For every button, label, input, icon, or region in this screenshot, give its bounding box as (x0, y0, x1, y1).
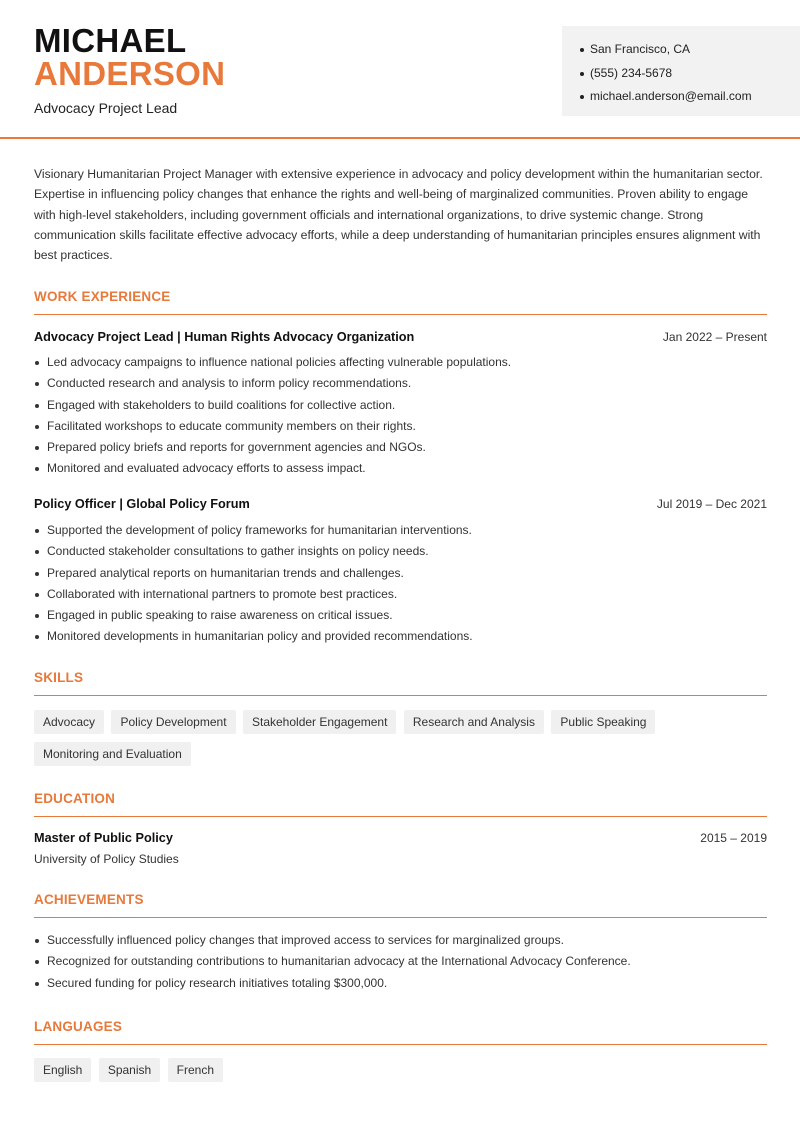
education-date: 2015 – 2019 (700, 831, 767, 845)
divider (34, 695, 767, 696)
contact-location: San Francisco, CA (580, 38, 800, 62)
education-header (34, 831, 767, 845)
contact-list (562, 26, 800, 109)
skill-tag: Public Speaking (551, 710, 655, 734)
section-title-education: EDUCATION (34, 791, 116, 806)
list-item: Engaged in public speaking to raise awareness on critical issues. (34, 605, 767, 626)
achievements-list (34, 930, 767, 994)
job-bullets (34, 520, 767, 648)
list-item: Recognized for outstanding contributions to humanitarian advocacy at the International Advocacy Conference. (34, 951, 767, 972)
section-title-languages: LANGUAGES (34, 1019, 123, 1034)
last-name: ANDERSON (34, 55, 226, 92)
skill-tag: Policy Development (111, 710, 235, 734)
list-item: Monitored and evaluated advocacy efforts to assess impact. (34, 458, 767, 479)
skill-tag: Research and Analysis (404, 710, 544, 734)
list-item: Collaborated with international partners to promote best practices. (34, 584, 767, 605)
list-item: Led advocacy campaigns to influence national policies affecting vulnerable populations. (34, 352, 767, 373)
contact-email[interactable]: michael.anderson@email.com (580, 85, 800, 109)
job-title: Policy Officer | Global Policy Forum (34, 497, 250, 511)
job-bullets (34, 352, 767, 480)
summary-paragraph: Visionary Humanitarian Project Manager with extensive experience in advocacy and policy development within the humanitarian sector. Expertise in influencing policy changes that enhance the rights and well-being of marginalized communities. Proven ability to engage with high-level stakeholders, including government officials and international organizations, to drive systemic change. Strong communication skills facilitate effective advocacy efforts, while a deep understanding of humanitarian principles ensures alignment with best practices. (34, 167, 763, 263)
list-item: Prepared analytical reports on humanitarian trends and challenges. (34, 563, 767, 584)
divider (34, 816, 767, 817)
divider (34, 1044, 767, 1045)
degree-title: Master of Public Policy (34, 831, 173, 845)
divider (34, 917, 767, 918)
job-role: Advocacy Project Lead (34, 100, 178, 116)
divider (34, 314, 767, 315)
language-tag: English (34, 1058, 91, 1082)
list-item: Supported the development of policy frameworks for humanitarian interventions. (34, 520, 767, 541)
section-title-achievements: ACHIEVEMENTS (34, 892, 144, 907)
contact-phone: (555) 234-5678 (580, 62, 800, 86)
list-item: Successfully influenced policy changes that improved access to services for marginalized groups. (34, 930, 767, 951)
list-item: Engaged with stakeholders to build coalitions for collective action. (34, 395, 767, 416)
list-item: Facilitated workshops to educate community members on their rights. (34, 416, 767, 437)
job-title: Advocacy Project Lead | Human Rights Advocacy Organization (34, 330, 415, 344)
language-tag: French (168, 1058, 223, 1082)
job-header (34, 330, 767, 344)
list-item: Conducted research and analysis to inform policy recommendations. (34, 373, 767, 394)
list-item: Monitored developments in humanitarian policy and provided recommendations. (34, 626, 767, 647)
job-header (34, 497, 767, 511)
section-title-skills: SKILLS (34, 670, 84, 685)
skill-tag: Advocacy (34, 710, 104, 734)
candidate-name (34, 24, 225, 90)
job-date: Jul 2019 – Dec 2021 (656, 497, 767, 511)
language-tags (34, 1058, 769, 1090)
section-title-work: WORK EXPERIENCE (34, 289, 171, 304)
skill-tag: Stakeholder Engagement (243, 710, 396, 734)
list-item: Secured funding for policy research initiatives totaling $300,000. (34, 973, 767, 994)
list-item: Prepared policy briefs and reports for government agencies and NGOs. (34, 437, 767, 458)
language-tag: Spanish (99, 1058, 160, 1082)
list-item: Conducted stakeholder consultations to gather insights on policy needs. (34, 541, 767, 562)
skill-tag: Monitoring and Evaluation (34, 742, 191, 766)
school-name: University of Policy Studies (34, 852, 179, 866)
first-name: MICHAEL (34, 22, 187, 59)
resume-header (0, 0, 800, 139)
job-date: Jan 2022 – Present (662, 330, 767, 344)
skills-tags (34, 710, 769, 774)
contact-box (562, 26, 800, 116)
